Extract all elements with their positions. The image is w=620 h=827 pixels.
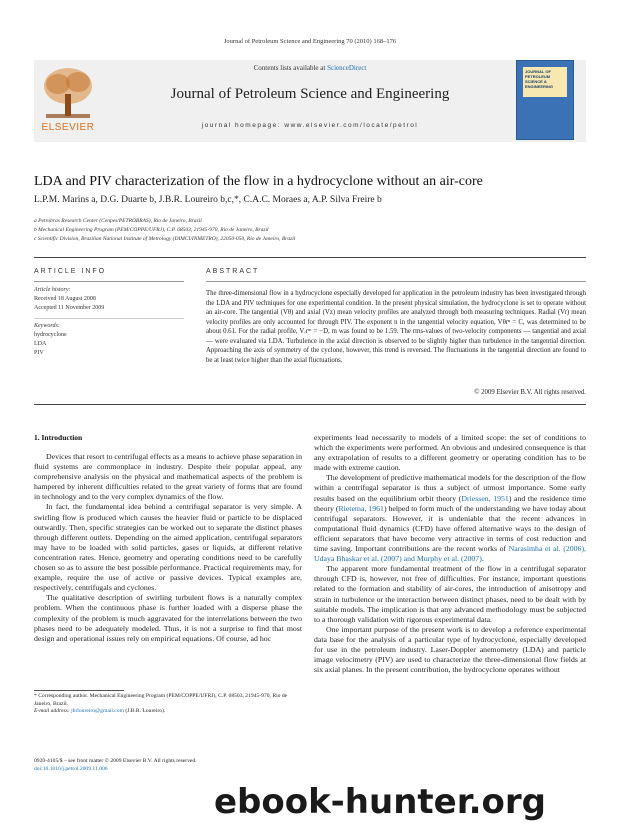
received-date: Received 18 August 2008 — [34, 296, 96, 302]
keyword: PIV — [34, 350, 44, 356]
affiliation-a: a Petrobras Research Center (Cenpes/PETROBRAS), Rio de Janeiro, Brazil — [34, 218, 202, 224]
divider — [34, 404, 586, 405]
body-paragraph: The apparent more fundamental treatment of the flow in a centrifugal separator through CFD is, however, not free of difficulties. For instance, important questions related to the formation and stability of air-cores, the introduction of anisotropy and strain in turbulence or the interaction between distinct phases, need to be dealt with by suitable models. The implication is that any advanced methodology must be subjected to a thorough validation with rigorous experimental data. — [314, 564, 586, 624]
citation-link[interactable]: Driessen, 1951 — [461, 493, 509, 503]
publisher-logo-text: ELSEVIER — [41, 122, 95, 133]
contents-available — [120, 64, 500, 72]
citation-link[interactable]: Rietema, 1961 — [338, 503, 384, 513]
body-paragraph: In fact, the fundamental idea behind a centrifugal separator is very simple. A swirling flow is produced which causes the heavier fluid or particle to be displaced outwardly. Then, specific strategies can be worked out to separate the distinct phases through different outlets. Depending on the aimed application, centrifugal separators may have to be loaded with solid particles, gases or liquids, at different relative concentration rates. Hence, geometry and operating conditions need to be carefully chosen so as to assure the best possible performance. Practical requirements may, for example, require the use of active or passive devices. Typical examples are, respectively, centrifugals and cyclones. — [34, 502, 302, 593]
body-paragraph: One important purpose of the present work is to develop a reference experimental data base for the analysis of a particular type of hydrocyclone, especially developed for use in the petroleum industry. Laser-Doppler anemometry (LDA) and particle image velocimetry (PIV) are used to characterize the three-dimensional flow fields at six axial planes. In the present contribution, the hydrocyclone operates without — [314, 624, 586, 675]
issn-line: 0920-4105/$ – see front matter © 2009 Elsevier B.V. All rights reserved. — [34, 758, 197, 764]
article-info-rule — [34, 281, 184, 282]
corresponding-author-note: * Corresponding author. Mechanical Engineering Program (PEM/COPPE/UFRJ), C.P. 68503, 21945-970, Rio de Janeiro, Brazil. — [34, 693, 288, 707]
article-title: LDA and PIV characterization of the flow in a hydrocyclone without an air-core — [34, 174, 483, 189]
affiliation-b: b Mechanical Engineering Program (PEM/COPPE/UFRJ), C.P. 68503, 21945-970, Rio de Janeiro, Brazil — [34, 227, 269, 233]
accepted-date: Accepted 11 November 2009 — [34, 305, 105, 311]
body-paragraph: experiments lead necessarily to models of a limited scope: the set of conditions to which the experiments were performed. An obvious and undesired consequence is that any extrapolation of results to a different geometry or operating condition has to be made with extreme caution. — [314, 433, 586, 473]
journal-citation: Journal of Petroleum Science and Engineering 70 (2010) 168–176 — [223, 38, 397, 45]
journal-homepage[interactable]: journal homepage: www.elsevier.com/locate/petrol — [201, 122, 419, 129]
article-info-separator — [34, 318, 184, 319]
cover-title: JOURNAL OF PETROLEUM SCIENCE & ENGINEERING — [525, 69, 554, 89]
paragraph-text: The development of predictive mathematical models for the description of the flow within a centrifugal separator is thus a subject of utmost importance. Some early results based on the equilibrium orbit theory ( — [314, 473, 586, 503]
page-footer — [34, 758, 334, 773]
paragraph-text: . — [481, 554, 484, 564]
paragraph-text: ) and the residence time theory ( — [314, 493, 586, 513]
section-heading-introduction: 1. Introduction — [34, 433, 83, 442]
watermark: ebook-hunter.org — [213, 782, 547, 822]
email-line — [34, 708, 302, 716]
email-link[interactable]: jbrloureiro@gmail.com — [71, 708, 124, 714]
citation-link[interactable]: Narasimha et al. (2006), Udaya Bhaskar et al. (2007) and Murphy et al. (2007) — [314, 544, 586, 564]
affiliation-c: c Scientific Division, Brazilian National Institute of Metrology (DIMCI/INMETRO), 22050-050, Rio de Janeiro, Brazil — [34, 236, 296, 242]
paragraph-text: ) helped to form much of the understanding we have today about centrifugal separators. However, it is undeniable that the recent advances in computational fluid dynamics (CFD) have offered alternative ways to the design of efficient separators that have become very attractive in terms of cost reduction and time saving. Important contributions are the recent works of — [314, 503, 586, 554]
abstract-heading: ABSTRACT — [206, 268, 260, 275]
keyword: hydrocyclone — [34, 332, 67, 338]
doi-link[interactable]: doi:10.1016/j.petrol.2009.11.006 — [34, 765, 108, 772]
divider — [34, 257, 586, 258]
body-paragraph: The qualitative description of swirling turbulent flows is a naturally complex problem. When the continuous phase is further loaded with a disperse phase the complexity of the problem is much aggravated for the interrelations between the two phases need to be adequately modeled. Thus, it is not a surprise to find that most design and operational issues rely on empirical equations. Of course, ad hoc — [34, 593, 302, 643]
abstract-text: The three-dimensional flow in a hydrocyclone especially developed for application in the petroleum industry has been investigated through the LDA and PIV techniques for one experimental condition. In the present physical simulation, the hydrocyclone is set to operate without an air-core. The tangential (Vθ) and axial (Vz) mean velocity profiles are analyzed through both measuring techniques. Radial (Vr) mean velocity profiles are only accounted for through PIV. The exponent n in the tangential velocity equation, Vθrⁿ = C, was determined to be about 0.61. For the radial profile, Vᵣrᵐ = −D, m was found to be 1.59. The rms-values of two-velocity components — tangential and axial — were evaluated via LDA. Turbulence in the axial direction is observed to be slightly higher than turbulence in the tangential direction. Approaching the axis of symmetry of the cyclone, however, this trend is reversed. The fluctuations in the tangential direction are found to be at least twice higher than the axial fluctuations. — [206, 290, 586, 364]
article-info-heading: ARTICLE INFO — [34, 268, 107, 275]
email-suffix: (J.B.R. Loureiro). — [123, 708, 166, 714]
journal-name: Journal of Petroleum Science and Engineering — [170, 86, 450, 102]
elsevier-tree-logo — [36, 64, 100, 122]
footnote-rule — [34, 690, 124, 691]
email-label: E-mail address: — [34, 708, 72, 714]
keywords-label: Keywords: — [34, 323, 60, 329]
abstract-copyright: © 2009 Elsevier B.V. All rights reserved. — [474, 389, 586, 396]
body-paragraph — [314, 473, 586, 564]
contents-prefix: Contents lists available at — [253, 64, 328, 72]
author-list: L.P.M. Marins a, D.G. Duarte b, J.B.R. Loureiro b,c,*, C.A.C. Moraes a, A.P. Silva Freire b — [34, 195, 382, 205]
journal-cover-thumbnail — [516, 60, 574, 140]
body-column-left — [34, 452, 302, 644]
keyword: LDA — [34, 341, 47, 347]
body-column-right — [314, 433, 586, 675]
abstract-rule — [206, 281, 586, 282]
body-paragraph: Devices that resort to centrifugal effects as a means to achieve phase separation in fluid systems are commonplace in industry. Despite their popular appeal, any comprehensive analysis on the physical and mathematical aspects of the problem is hampered by inherent difficulties related to the great variety of forms that are found in technology and to the very complex dynamics of the flow. — [34, 452, 302, 502]
sciencedirect-link[interactable]: ScienceDirect — [327, 64, 367, 72]
footnote — [34, 693, 302, 716]
article-history-label: Article history: — [34, 287, 71, 293]
